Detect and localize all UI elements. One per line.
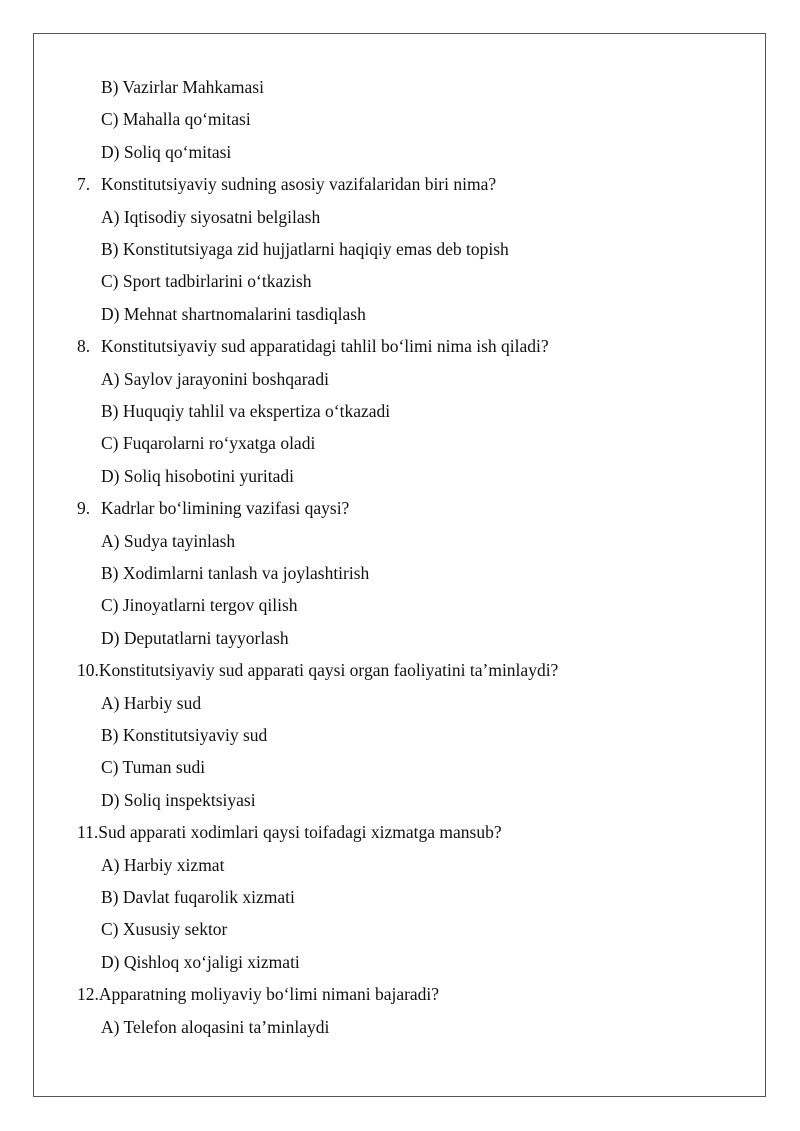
answer-option: B) Huquqiy tahlil va ekspertiza o‘tkazadi — [101, 401, 391, 421]
question-number: 7. — [77, 174, 91, 195]
answer-option: B) Konstitutsiyaviy sud — [101, 725, 268, 745]
answer-option: C) Tuman sudi — [101, 757, 206, 778]
answer-option: A) Harbiy sud — [101, 692, 202, 713]
answer-option: C) Mahalla qo‘mitasi — [101, 109, 251, 130]
answer-option: D) Qishloq xo‘jaligi xizmati — [101, 951, 300, 972]
answer-option: D) Soliq inspektsiyasi — [101, 789, 256, 810]
answer-option: B) Davlat fuqarolik xizmati — [101, 887, 295, 907]
answer-option: D) Deputatlarni tayyorlash — [101, 627, 289, 648]
question-text: Apparatning moliyaviy bo‘limi nimani bajaradi? — [98, 984, 440, 1005]
answer-option: D) Mehnat shartnomalarini tasdiqlash — [101, 303, 366, 324]
answer-option: A) Harbiy xizmat — [101, 854, 225, 875]
answer-option: A) Iqtisodiy siyosatni belgilash — [101, 206, 321, 227]
answer-option: D) Soliq hisobotini yuritadi — [101, 465, 294, 486]
answer-option: C) Fuqarolarni ro‘yxatga oladi — [101, 433, 316, 454]
answer-option: A) Saylov jarayonini boshqaradi — [101, 368, 329, 389]
answer-option: C) Sport tadbirlarini o‘tkazish — [101, 271, 312, 292]
answer-option: A) Sudya tayinlash — [101, 530, 236, 551]
answer-option: B) Konstitutsiyaga zid hujjatlarni haqiqiy emas deb topish — [101, 239, 509, 259]
question-number: 8. — [77, 336, 91, 357]
question-number: 11. — [77, 822, 99, 843]
answer-option: C) Xususiy sektor — [101, 919, 228, 940]
question-number: 10. — [77, 660, 99, 681]
question-number: 12. — [77, 984, 99, 1005]
question-text: Konstitutsiyaviy sud apparati qaysi organ faoliyatini ta’minlaydi? — [98, 660, 559, 681]
answer-option: A) Telefon aloqasini ta’minlaydi — [101, 1016, 330, 1037]
question-text: Kadrlar bo‘limining vazifasi qaysi? — [101, 498, 350, 519]
answer-option: D) Soliq qo‘mitasi — [101, 141, 232, 162]
question-text: Sud apparati xodimlari qaysi toifadagi xizmatga mansub? — [98, 822, 502, 843]
answer-option: B) Xodimlarni tanlash va joylashtirish — [101, 563, 370, 583]
answer-option: B) Vazirlar Mahkamasi — [101, 77, 264, 97]
question-text: Konstitutsiyaviy sudning asosiy vazifalaridan biri nima? — [101, 174, 497, 195]
answer-option: C) Jinoyatlarni tergov qilish — [101, 595, 298, 616]
question-text: Konstitutsiyaviy sud apparatidagi tahlil bo‘limi nima ish qiladi? — [101, 336, 549, 357]
question-number: 9. — [77, 498, 91, 519]
